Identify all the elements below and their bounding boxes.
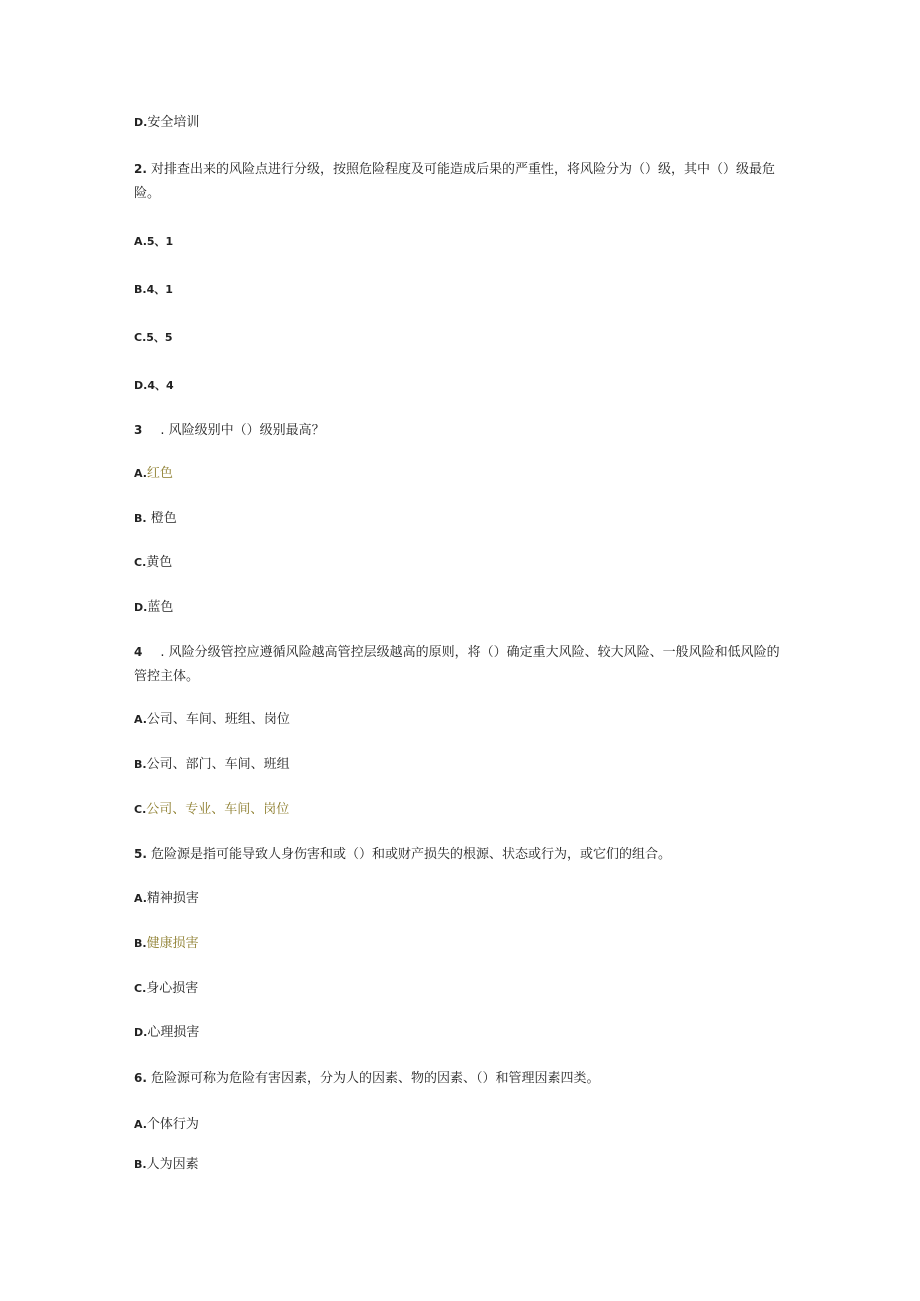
option-text: 个体行为	[146, 1117, 199, 1132]
option-letter: A.	[134, 235, 147, 248]
option-q3-b	[134, 508, 177, 530]
option-text: 安全培训	[147, 115, 200, 130]
question-number: 2.	[134, 162, 147, 176]
option-letter: C.	[134, 803, 147, 816]
option-text: 公司、车间、班组、岗位	[146, 712, 290, 727]
option-q2-d	[134, 375, 174, 397]
option-letter: C.	[134, 982, 147, 995]
option-text: 精神损害	[146, 891, 199, 906]
option-q3-d	[134, 597, 173, 619]
option-letter: A.	[134, 1118, 147, 1131]
option-letter: B.	[134, 758, 147, 771]
option-letter: B.	[134, 937, 147, 950]
question-number: 3	[134, 423, 143, 437]
question-number: 4	[134, 645, 143, 659]
option-letter: A.	[134, 892, 147, 905]
option-text: 4、4	[147, 379, 174, 392]
option-q5-c	[134, 978, 198, 1000]
option-text: 蓝色	[147, 600, 174, 615]
option-letter: D.	[134, 379, 148, 392]
option-letter: D.	[134, 601, 148, 614]
option-q2-b	[134, 279, 173, 301]
option-letter: A.	[134, 467, 147, 480]
question-4	[134, 640, 784, 689]
question-2	[134, 157, 784, 206]
option-text: 心理损害	[147, 1025, 200, 1040]
question-number: 5.	[134, 847, 147, 861]
option-letter: C.	[134, 556, 147, 569]
option-letter: D.	[134, 1026, 148, 1039]
option-q3-a	[134, 463, 173, 485]
option-q6-b	[134, 1154, 199, 1176]
option-text: 公司、部门、车间、班组	[146, 757, 290, 772]
question-text: . 风险分级管控应遵循风险越高管控层级越高的原则，将（）确定重大风险、较大风险、一般风险和低风险的管控主体。	[134, 645, 780, 684]
option-text: 健康损害	[146, 936, 199, 951]
option-q4-a	[134, 709, 290, 731]
option-letter: B.	[134, 512, 147, 525]
option-text: 公司、专业、车间、岗位	[146, 802, 290, 817]
question-text: . 风险级别中（）级别最高？	[160, 423, 325, 438]
option-text: 橙色	[146, 511, 177, 526]
option-text: 人为因素	[146, 1157, 199, 1172]
question-text: 危险源是指可能导致人身伤害和或（）和或财产损失的根源、状态或行为，或它们的组合。	[146, 847, 672, 862]
question-5	[134, 843, 671, 866]
option-q5-a	[134, 888, 199, 910]
question-6	[134, 1067, 600, 1090]
option-q4-c	[134, 799, 289, 821]
option-letter: B.	[134, 283, 147, 296]
question-3	[134, 419, 325, 442]
option-letter: B.	[134, 1158, 147, 1171]
option-q5-d	[134, 1022, 199, 1044]
option-q5-b	[134, 933, 199, 955]
option-letter: A.	[134, 713, 147, 726]
option-q2-c	[134, 327, 173, 349]
question-text: 对排查出来的风险点进行分级，按照危险程度及可能造成后果的严重性，将风险分为（）级，其中（）级最危险。	[134, 162, 776, 201]
option-text: 黄色	[146, 555, 173, 570]
option-q2-a	[134, 231, 173, 253]
option-text: 5、1	[146, 235, 174, 248]
option-q4-b	[134, 754, 290, 776]
question-number: 6.	[134, 1071, 147, 1085]
option-q3-c	[134, 552, 172, 574]
question-text: 危险源可称为危险有害因素，分为人的因素、物的因素、（）和管理因素四类。	[146, 1071, 600, 1086]
option-text: 4、1	[146, 283, 173, 296]
option-letter: D.	[134, 116, 148, 129]
option-text: 红色	[146, 466, 173, 481]
option-text: 5、5	[146, 331, 173, 344]
option-q1-d	[134, 112, 199, 134]
option-q6-a	[134, 1114, 199, 1136]
option-letter: C.	[134, 331, 147, 344]
option-text: 身心损害	[146, 981, 199, 996]
